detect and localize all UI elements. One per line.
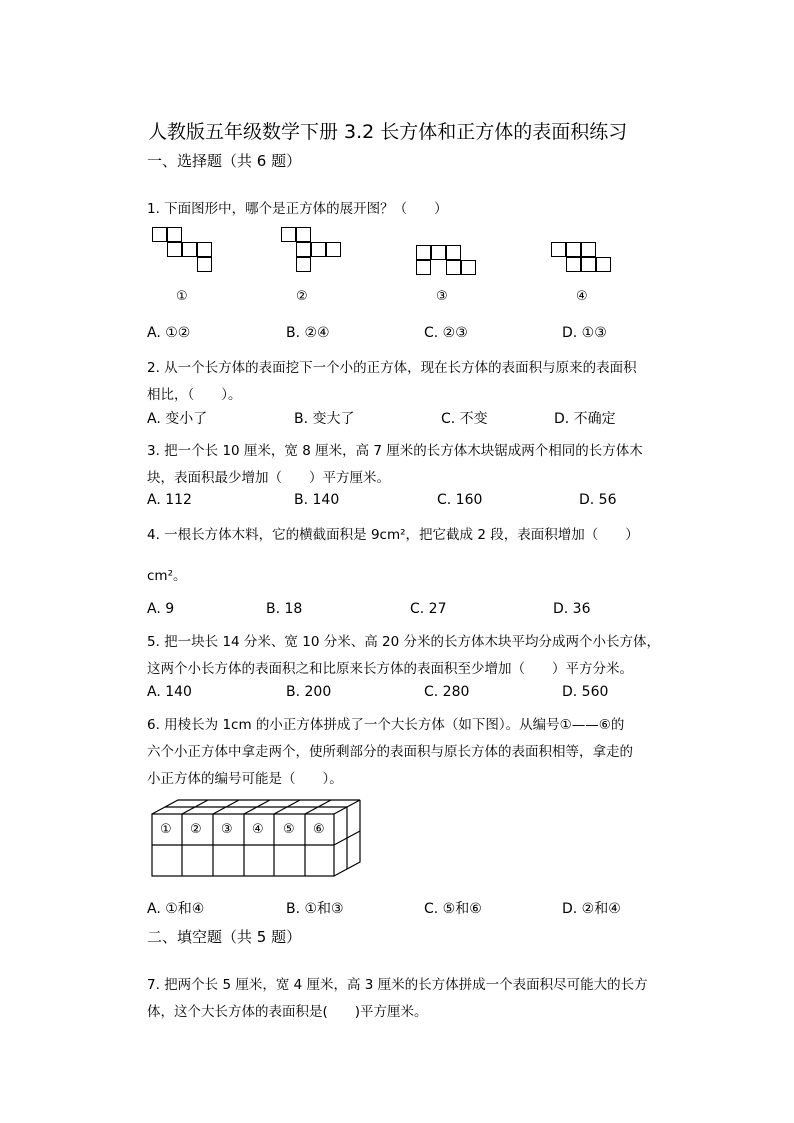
cuboid-figure	[148, 797, 366, 881]
question-6-line-2: 六个小正方体中拿走两个，使所剩部分的表面积与原长方体的表面积相等，拿走的	[147, 744, 633, 760]
cube-net-2	[281, 227, 343, 275]
question-5-line-1: 5. 把一块长 14 分米、宽 10 分米、高 20 分米的长方体木块平均分成两个小长方体，	[147, 634, 660, 650]
question-3-line-2: 块，表面积最少增加（ ）平方厘米。	[147, 470, 390, 486]
q6-option-d: D. ②和④	[562, 901, 621, 917]
q2-option-a: A. 变小了	[147, 411, 208, 427]
q4-option-b: B. 18	[266, 601, 303, 617]
section-heading-fill: 二、填空题（共 5 题）	[147, 928, 302, 946]
page-title: 人教版五年级数学下册 3.2 长方体和正方体的表面积练习	[148, 121, 628, 143]
cube-label-4: ④	[252, 822, 264, 837]
cube-net-1	[152, 227, 214, 275]
cube-label-2: ②	[190, 822, 202, 837]
q1-option-b: B. ②④	[286, 325, 330, 341]
q5-option-a: A. 140	[147, 684, 192, 700]
question-5-line-2: 这两个小长方体的表面积之和比原来长方体的表面积至少增加（ ）平方分米。	[147, 661, 633, 677]
q6-option-b: B. ①和③	[286, 901, 344, 917]
question-4-line-1: 4. 一根长方体木料，它的横截面积是 9cm²，把它截成 2 段，表面积增加（ ）	[147, 527, 639, 543]
q4-option-c: C. 27	[410, 601, 447, 617]
q3-option-d: D. 56	[579, 492, 617, 508]
question-7-line-1: 7. 把两个长 5 厘米，宽 4 厘米，高 3 厘米的长方体拼成一个表面积尽可能大的长方	[147, 977, 648, 993]
q2-option-b: B. 变大了	[294, 411, 355, 427]
q1-option-d: D. ①③	[562, 325, 607, 341]
q3-option-a: A. 112	[147, 492, 192, 508]
q5-option-d: D. 560	[562, 684, 609, 700]
cube-label-5: ⑤	[283, 822, 295, 837]
net-label-2: ②	[296, 289, 308, 304]
q6-option-c: C. ⑤和⑥	[424, 901, 482, 917]
q3-option-b: B. 140	[294, 492, 340, 508]
question-4-line-2: cm²。	[147, 568, 187, 584]
q2-option-c: C. 不变	[441, 411, 488, 427]
question-1-text: 1. 下面图形中，哪个是正方体的展开图？（ ）	[147, 201, 448, 217]
question-2-line-1: 2. 从一个长方体的表面挖下一个小的正方体，现在长方体的表面积与原来的表面积	[147, 360, 637, 376]
question-2-line-2: 相比，（ ）。	[147, 387, 242, 403]
net-label-4: ④	[576, 289, 588, 304]
net-label-1: ①	[176, 289, 188, 304]
cube-label-3: ③	[221, 822, 233, 837]
question-6-line-1: 6. 用棱长为 1cm 的小正方体拼成了一个大长方体（如下图）。从编号①——⑥的	[147, 717, 625, 733]
net-label-3: ③	[436, 289, 448, 304]
q3-option-c: C. 160	[437, 492, 483, 508]
q6-option-a: A. ①和④	[147, 901, 205, 917]
cube-label-6: ⑥	[313, 822, 325, 837]
question-6-line-3: 小正方体的编号可能是（ ）。	[147, 771, 343, 787]
cube-net-4	[551, 242, 613, 274]
q1-option-c: C. ②③	[424, 325, 468, 341]
q5-option-b: B. 200	[286, 684, 332, 700]
q2-option-d: D. 不确定	[554, 411, 616, 427]
cube-label-1: ①	[160, 822, 172, 837]
section-heading-choice: 一、选择题（共 6 题）	[147, 152, 302, 170]
question-7-line-2: 体，这个大长方体的表面积是( )平方厘米。	[147, 1004, 428, 1020]
question-3-line-1: 3. 把一个长 10 厘米，宽 8 厘米，高 7 厘米的长方体木块锯成两个相同的长方体木	[147, 443, 643, 459]
cube-net-3	[416, 245, 478, 277]
q4-option-d: D. 36	[553, 601, 591, 617]
q4-option-a: A. 9	[147, 601, 175, 617]
q1-option-a: A. ①②	[147, 325, 191, 341]
q5-option-c: C. 280	[424, 684, 470, 700]
